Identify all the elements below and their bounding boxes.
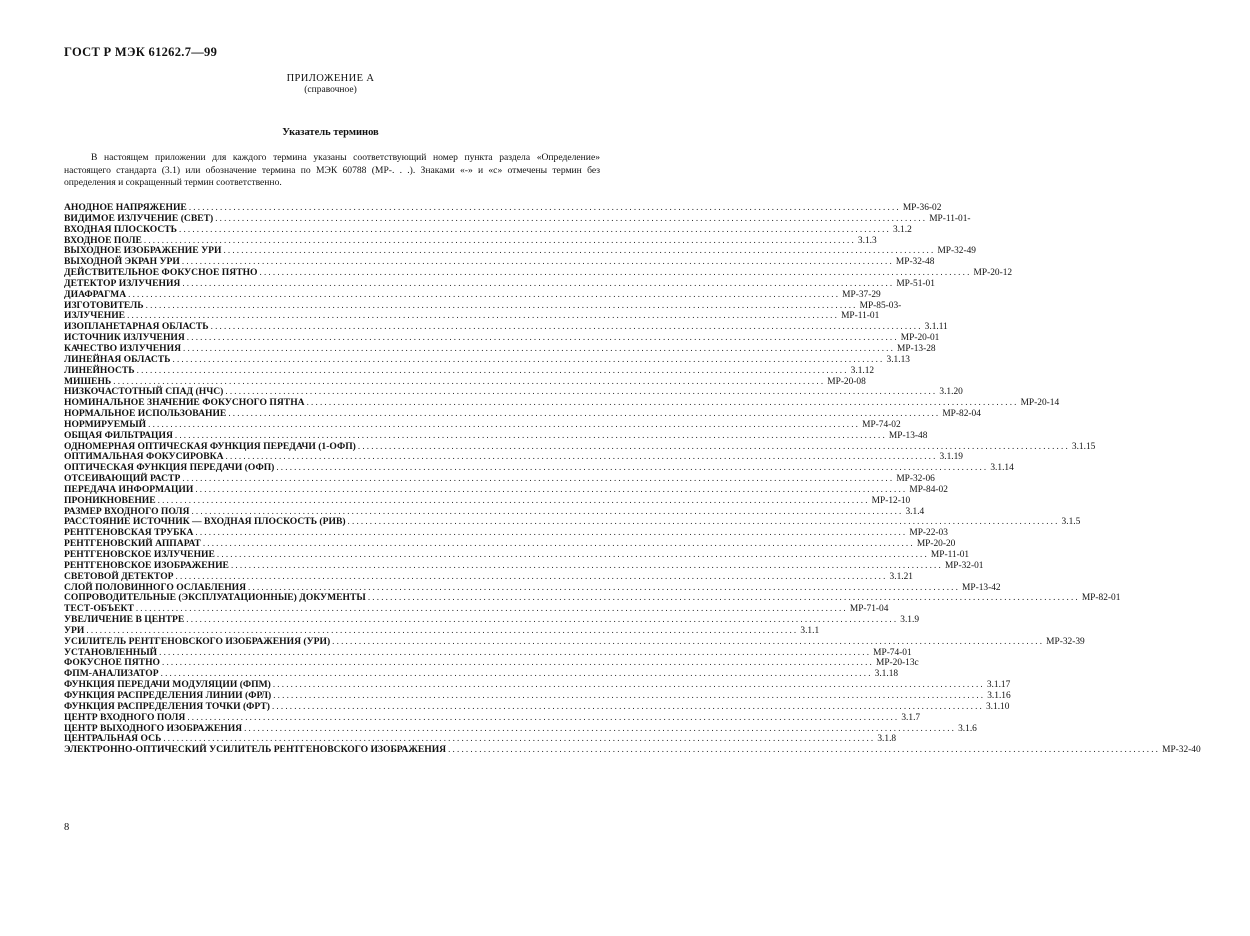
term-reference: МР-20-20 — [916, 539, 956, 550]
term-name: ОБЩАЯ ФИЛЬТРАЦИЯ — [64, 429, 173, 441]
term-row — [64, 440, 1096, 452]
term-reference: МР-20-13с — [876, 658, 919, 669]
term-name: ЦЕНТРАЛЬНАЯ ОСЬ — [64, 733, 162, 745]
dot-leader: ................................................................................................................................................................ — [357, 440, 1070, 451]
term-reference: МР-32-48 — [895, 257, 935, 268]
term-reference: МР-51-01 — [896, 278, 935, 289]
dot-leader: ................................................................................................................................................................ — [157, 494, 870, 505]
term-row — [64, 451, 963, 463]
term-row — [64, 353, 910, 365]
dot-leader: ................................................................................................................................................................ — [225, 451, 938, 462]
dot-leader: ................................................................................................................................................................ — [179, 223, 891, 234]
dot-leader: ................................................................................................................................................................ — [272, 679, 985, 690]
terms-index-list — [64, 202, 1201, 756]
term-row — [64, 635, 1085, 647]
term-reference: 3.1.17 — [986, 680, 1011, 691]
term-row — [64, 332, 940, 344]
dot-leader: ................................................................................................................................................................ — [186, 614, 899, 625]
term-row — [64, 429, 928, 441]
dot-leader: ................................................................................................................................................................ — [195, 483, 908, 494]
dot-leader: ................................................................................................................................................................ — [136, 364, 849, 375]
term-row — [64, 679, 1011, 691]
term-reference: МР-36-02 — [902, 203, 942, 213]
term-name: ЛИНЕЙНАЯ ОБЛАСТЬ — [64, 353, 171, 365]
dot-leader: ................................................................................................................................................................ — [271, 700, 984, 711]
term-row — [64, 711, 921, 723]
term-name: ЭЛЕКТРОННО-ОПТИЧЕСКИЙ УСИЛИТЕЛЬ РЕНТГЕНОВСКОГО ИЗОБРАЖЕНИЯ — [64, 744, 447, 756]
appendix-subtitle: (справочное) — [304, 85, 357, 95]
term-name: АНОДНОЕ НАПРЯЖЕНИЕ — [64, 202, 187, 213]
term-row — [64, 473, 935, 485]
term-reference: 3.1.6 — [958, 723, 977, 734]
term-row — [64, 267, 1013, 279]
term-name: ЛИНЕЙНОСТЬ — [64, 364, 135, 376]
term-name: ОДНОМЕРНАЯ ОПТИЧЕСКАЯ ФУНКЦИЯ ПЕРЕДАЧИ (1-ОФП) — [64, 440, 356, 452]
term-row — [64, 505, 925, 517]
term-reference: МР-32-06 — [896, 474, 935, 485]
term-name: ЦЕНТР ВХОДНОГО ПОЛЯ — [64, 711, 186, 723]
term-reference: МР-20-14 — [1020, 398, 1060, 409]
term-row — [64, 321, 948, 333]
term-name: УРИ — [64, 624, 85, 636]
section-title: Указатель терминов — [282, 127, 379, 138]
term-name: НОРМИРУЕМЫЙ — [64, 418, 147, 430]
term-name: ФОКУСНОЕ ПЯТНО — [64, 657, 160, 669]
term-name: УСТАНОВЛЕННЫЙ — [64, 646, 158, 658]
term-name: НОМИНАЛЬНОЕ ЗНАЧЕНИЕ ФОКУСНОГО ПЯТНА — [64, 397, 305, 409]
term-row — [64, 212, 971, 224]
term-name: ФУНКЦИЯ ПЕРЕДАЧИ МОДУЛЯЦИИ (ФПМ) — [64, 679, 271, 691]
term-name: ФУНКЦИЯ РАСПРЕДЕЛЕНИЯ ЛИНИИ (ФРЛ) — [64, 689, 272, 701]
term-row — [64, 364, 875, 376]
term-name: ВЫХОДНОЕ ИЗОБРАЖЕНИЕ УРИ — [64, 245, 222, 257]
term-name: СЛОЙ ПОЛОВИННОГО ОСЛАБЛЕНИЯ — [64, 581, 247, 593]
term-reference: 3.1.5 — [1061, 517, 1081, 528]
term-reference: МР-84-02 — [909, 484, 948, 495]
dot-leader: ................................................................................................................................................................ — [159, 646, 872, 657]
term-name: НОРМАЛЬНОЕ ИСПОЛЬЗОВАНИЕ — [64, 408, 227, 420]
term-row — [64, 624, 820, 636]
term-name: КАЧЕСТВО ИЗЛУЧЕНИЯ — [64, 342, 182, 354]
dot-leader: ................................................................................................................................................................ — [244, 722, 957, 733]
term-row — [64, 256, 935, 268]
term-name: РЕНТГЕНОВСКАЯ ТРУБКА — [64, 527, 194, 539]
term-reference: МР-85-03- — [859, 300, 902, 311]
term-reference: 3.1.3 — [857, 235, 877, 246]
term-name: МИШЕНЬ — [64, 375, 112, 387]
dot-leader: ................................................................................................................................................................ — [127, 310, 840, 321]
term-name: УВЕЛИЧЕНИЕ В ЦЕНТРЕ — [64, 614, 185, 626]
term-reference: 3.1.8 — [877, 734, 897, 745]
term-reference: МР-13-28 — [897, 343, 936, 354]
term-name: ВИДИМОЕ ИЗЛУЧЕНИЕ (СВЕТ) — [64, 212, 214, 224]
term-reference: 3.1.14 — [990, 463, 1014, 474]
term-row — [64, 516, 1081, 528]
dot-leader: ................................................................................................................................................................ — [210, 321, 923, 332]
term-row — [64, 646, 912, 658]
appendix-title: ПРИЛОЖЕНИЕ А — [286, 73, 375, 84]
dot-leader: ................................................................................................................................................................ — [135, 603, 848, 614]
term-row — [64, 744, 1201, 756]
term-reference: 3.1.1 — [800, 625, 820, 636]
term-row — [64, 375, 866, 387]
term-reference: МР-71-04 — [849, 604, 889, 615]
term-reference: МР-82-01 — [1081, 593, 1121, 604]
term-name: НИЗКОЧАСТОТНЫЙ СПАД (НЧС) — [64, 386, 224, 398]
term-reference: МР-11-01 — [841, 311, 880, 322]
dot-leader: ................................................................................................................................................................ — [128, 288, 841, 299]
term-row — [64, 397, 1060, 409]
term-reference: 3.1.20 — [939, 387, 963, 398]
term-name: РАССТОЯНИЕ ИСТОЧНИК — ВХОДНАЯ ПЛОСКОСТЬ (РИВ) — [64, 516, 346, 528]
term-name: СВЕТОВОЙ ДЕТЕКТОР — [64, 570, 174, 582]
term-row — [64, 581, 1001, 593]
term-row — [64, 386, 963, 398]
term-name: ОПТИМАЛЬНАЯ ФОКУСИРОВКА — [64, 451, 224, 463]
term-reference: 3.1.19 — [939, 452, 963, 463]
dot-leader: ................................................................................................................................................................ — [182, 277, 895, 288]
term-row — [64, 614, 920, 626]
dot-leader: ................................................................................................................................................................ — [172, 353, 885, 364]
term-reference: 3.1.12 — [850, 365, 875, 376]
term-reference: 3.1.18 — [874, 669, 899, 680]
dot-leader: ................................................................................................................................................................ — [86, 624, 799, 635]
term-reference: 3.1.4 — [905, 506, 925, 517]
term-name: РЕНТГЕНОВСКОЕ ИЗЛУЧЕНИЕ — [64, 549, 215, 560]
term-name: ДЕЙСТВИТЕЛЬНОЕ ФОКУСНОЕ ПЯТНО — [64, 267, 258, 279]
dot-leader: ................................................................................................................................................................ — [367, 592, 1080, 603]
term-name: СОПРОВОДИТЕЛЬНЫЕ (ЭКСПЛУАТАЦИОННЫЕ) ДОКУМЕНТЫ — [64, 592, 366, 604]
dot-leader: ................................................................................................................................................................ — [195, 527, 908, 538]
term-name: ДЕТЕКТОР ИЗЛУЧЕНИЯ — [64, 277, 181, 289]
term-name: РЕНТГЕНОВСКИЙ АППАРАТ — [64, 538, 201, 550]
term-name: ИЗГОТОВИТЕЛЬ — [64, 299, 144, 311]
term-row — [64, 418, 901, 430]
term-row — [64, 245, 976, 257]
dot-leader: ................................................................................................................................................................ — [162, 657, 874, 668]
term-reference: МР-11-01- — [929, 213, 971, 224]
term-name: ВХОДНАЯ ПЛОСКОСТЬ — [64, 223, 177, 235]
dot-leader: ................................................................................................................................................................ — [448, 744, 1161, 755]
term-reference: 3.1.9 — [900, 615, 920, 626]
term-row — [64, 342, 936, 354]
term-name: ИСТОЧНИК ИЗЛУЧЕНИЯ — [64, 332, 185, 344]
term-reference: МР-20-12 — [973, 268, 1013, 279]
term-name: ПРОНИКНОВЕНИЕ — [64, 494, 156, 506]
term-reference: МР-32-01 — [944, 560, 984, 571]
term-row — [64, 288, 881, 300]
standard-header: ГОСТ Р МЭК 61262.7—99 — [64, 45, 218, 59]
term-row — [64, 299, 902, 311]
term-reference: МР-11-01 — [930, 550, 970, 560]
dot-leader: ................................................................................................................................................................ — [228, 408, 941, 419]
term-reference: 3.1.11 — [924, 322, 948, 333]
term-reference: МР-13-48 — [888, 430, 928, 441]
term-row — [64, 310, 880, 322]
term-reference: 3.1.15 — [1071, 441, 1096, 452]
term-row — [64, 689, 1011, 701]
term-name: ОТСЕИВАЮЩИЙ РАСТР — [64, 473, 181, 485]
term-reference: МР-32-49 — [937, 246, 976, 257]
term-row — [64, 570, 913, 582]
term-row — [64, 234, 877, 246]
dot-leader: ................................................................................................................................................................ — [186, 332, 899, 343]
term-reference: МР-74-02 — [862, 419, 901, 430]
term-name: РЕНТГЕНОВСКОЕ ИЗОБРАЖЕНИЕ — [64, 559, 229, 571]
term-name: РАЗМЕР ВХОДНОГО ПОЛЯ — [64, 505, 190, 517]
term-reference: МР-20-01 — [900, 333, 940, 344]
term-reference: 3.1.7 — [901, 712, 921, 723]
dot-leader: ................................................................................................................................................................ — [182, 473, 895, 484]
term-row — [64, 538, 956, 550]
term-row — [64, 223, 912, 235]
dot-leader: ................................................................................................................................................................ — [174, 429, 887, 440]
term-row — [64, 559, 984, 571]
term-row — [64, 722, 977, 734]
term-row — [64, 733, 897, 745]
dot-leader: ................................................................................................................................................................ — [181, 256, 894, 267]
term-reference: МР-82-04 — [942, 409, 981, 420]
term-row — [64, 668, 899, 680]
term-name: ВХОДНОЕ ПОЛЕ — [64, 234, 142, 246]
intro-paragraph — [64, 152, 600, 190]
dot-leader: ................................................................................................................................................................ — [216, 549, 929, 559]
dot-leader: ................................................................................................................................................................ — [248, 581, 961, 592]
term-reference: МР-12-10 — [871, 495, 911, 506]
term-reference: 3.1.10 — [985, 701, 1010, 712]
term-name: ПЕРЕДАЧА ИНФОРМАЦИИ — [64, 483, 194, 495]
dot-leader: ................................................................................................................................................................ — [163, 733, 876, 744]
dot-leader: ................................................................................................................................................................ — [202, 538, 915, 549]
term-reference: МР-74-01 — [873, 647, 912, 658]
term-reference: МР-37-29 — [842, 289, 881, 300]
dot-leader: ................................................................................................................................................................ — [183, 342, 896, 353]
term-name: ТЕСТ-ОБЪЕКТ — [64, 603, 134, 615]
dot-leader: ................................................................................................................................................................ — [175, 570, 888, 581]
term-name: ФПМ-АНАЛИЗАТОР — [64, 668, 159, 680]
term-row — [64, 657, 919, 669]
dot-leader: ................................................................................................................................................................ — [332, 635, 1045, 646]
dot-leader: ................................................................................................................................................................ — [113, 375, 826, 386]
term-reference: 3.1.21 — [889, 571, 913, 582]
term-name: УСИЛИТЕЛЬ РЕНТГЕНОВСКОГО ИЗОБРАЖЕНИЯ (УРИ) — [64, 635, 331, 647]
term-reference: МР-13-42 — [962, 582, 1001, 593]
term-reference: МР-32-40 — [1162, 745, 1201, 756]
dot-leader: ................................................................................................................................................................ — [188, 202, 901, 212]
dot-leader: ................................................................................................................................................................ — [187, 711, 900, 722]
term-row — [64, 527, 948, 539]
term-row — [64, 592, 1121, 604]
term-name: ЦЕНТР ВЫХОДНОГО ИЗОБРАЖЕНИЯ — [64, 722, 243, 734]
term-reference: 3.1.13 — [886, 354, 910, 365]
dot-leader: ................................................................................................................................................................ — [215, 212, 928, 223]
dot-leader: ................................................................................................................................................................ — [160, 668, 873, 679]
term-reference: 3.1.2 — [893, 224, 912, 235]
term-row — [64, 277, 935, 289]
intro-text: В настоящем приложении для каждого термина указаны соответствующий номер пункта раздела «Определение» настоящего стандарта (3.1) или обозначение термина по МЭК 60788 (МР-. . .). Знаками «-» и «с» отмечены термин без определения и сокращенный термин соответственно. — [64, 152, 600, 188]
term-reference: 3.1.16 — [987, 690, 1011, 701]
dot-leader: ................................................................................................................................................................ — [143, 234, 856, 245]
term-name: ВЫХОДНОЙ ЭКРАН УРИ — [64, 256, 180, 268]
term-row — [64, 603, 889, 615]
dot-leader: ................................................................................................................................................................ — [225, 386, 938, 397]
dot-leader: ................................................................................................................................................................ — [145, 299, 858, 310]
dot-leader: ................................................................................................................................................................ — [259, 267, 972, 278]
term-name: ФУНКЦИЯ РАСПРЕДЕЛЕНИЯ ТОЧКИ (ФРТ) — [64, 700, 270, 712]
term-name: ДИАФРАГМА — [64, 288, 127, 300]
term-row — [64, 483, 948, 495]
dot-leader: ................................................................................................................................................................ — [276, 462, 989, 473]
term-reference: МР-20-08 — [827, 376, 866, 387]
dot-leader: ................................................................................................................................................................ — [273, 689, 986, 700]
term-reference: МР-22-03 — [909, 528, 948, 539]
term-row — [64, 549, 970, 560]
dot-leader: ................................................................................................................................................................ — [306, 397, 1019, 408]
page-number: 8 — [64, 822, 70, 833]
term-row — [64, 202, 942, 213]
dot-leader: ................................................................................................................................................................ — [347, 516, 1060, 527]
term-row — [64, 408, 981, 420]
dot-leader: ................................................................................................................................................................ — [223, 245, 936, 256]
dot-leader: ................................................................................................................................................................ — [230, 559, 943, 570]
dot-leader: ................................................................................................................................................................ — [191, 505, 904, 516]
dot-leader: ................................................................................................................................................................ — [148, 418, 861, 429]
term-name: ОПТИЧЕСКАЯ ФУНКЦИЯ ПЕРЕДАЧИ (ОФП) — [64, 462, 275, 474]
term-name: ИЗЛУЧЕНИЕ — [64, 310, 126, 322]
term-row — [64, 462, 1014, 474]
term-reference: МР-32-39 — [1046, 636, 1085, 647]
term-row — [64, 700, 1010, 712]
term-name: ИЗОПЛАНЕТАРНАЯ ОБЛАСТЬ — [64, 321, 209, 333]
term-row — [64, 494, 911, 506]
